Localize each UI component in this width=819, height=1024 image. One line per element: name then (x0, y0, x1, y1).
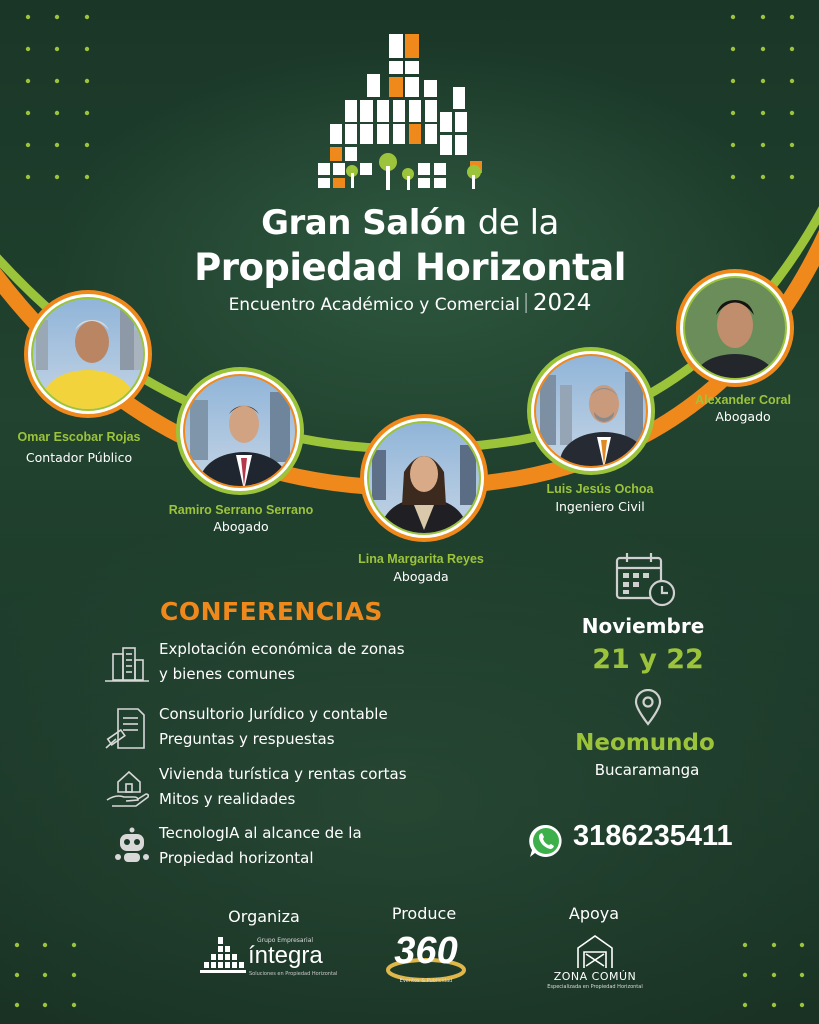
avatar-ramiro (176, 367, 304, 512)
calendar-icon (614, 551, 678, 609)
whatsapp-icon[interactable] (527, 822, 565, 860)
conference-item-2: Consultorio Jurídico y contable Preguntas y respuestas (159, 705, 388, 748)
integra-tagline: Soluciones en Propiedad Horizontal (249, 971, 338, 977)
speaker-role-ramiro: Abogado (213, 519, 269, 534)
location-pin-icon (633, 689, 663, 727)
document-gavel-icon (104, 706, 148, 752)
produce-360-logo (384, 932, 468, 988)
speaker-name-ramiro: Ramiro Serrano Serrano (168, 503, 314, 517)
buildings-icon (103, 644, 151, 688)
speaker-role-omar: Contador Público (25, 450, 133, 465)
integra-building-icon (200, 935, 246, 977)
speaker-role-luis: Ingeniero Civil (555, 499, 645, 514)
house-hand-icon (104, 764, 150, 808)
speaker-name-alexander: Alexander Coral (695, 393, 791, 407)
title-line-2: Propiedad Horizontal (194, 246, 626, 289)
title-line-1: Gran Salón de la (261, 203, 559, 243)
event-days: 21 y 22 (592, 644, 704, 675)
event-month: Noviembre (581, 614, 705, 638)
conference-item-4: TecnologIA al alcance de la Propiedad horizontal (159, 824, 362, 867)
conference-item-1: Explotación económica de zonas y bienes comunes (159, 640, 405, 683)
speaker-role-lina: Abogada (393, 569, 449, 584)
footer-apoya-label: Apoya (568, 904, 620, 923)
event-city: Bucaramanga (594, 761, 700, 779)
footer-produce-label: Produce (391, 904, 457, 923)
contact-phone[interactable]: 3186235411 (573, 820, 733, 852)
integra-name: íntegra (248, 942, 323, 969)
zona-comun-emblem-icon (540, 932, 650, 972)
zona-comun-logo (540, 932, 650, 990)
zona-comun-tagline: Especializada en Propiedad Horizontal (547, 984, 643, 990)
avatar-omar (24, 290, 152, 430)
speaker-role-alexander: Abogado (715, 409, 771, 424)
subtitle: Encuentro Académico y Comercial 2024 (228, 290, 592, 316)
footer-organiza-label: Organiza (228, 907, 300, 926)
zona-comun-name: ZONA COMÚN (553, 970, 637, 983)
conferences-heading: CONFERENCIAS (160, 597, 383, 626)
avatar-alexander (676, 269, 794, 402)
conference-item-3: Vivienda turística y rentas cortas Mitos y realidades (159, 765, 407, 808)
avatar-luis (527, 347, 655, 492)
avatar-lina (360, 414, 488, 558)
speaker-name-luis: Luis Jesús Ochoa (546, 482, 654, 496)
produce-tagline: Eventos & Publicidad (399, 978, 453, 984)
robot-icon (114, 826, 150, 866)
speaker-name-omar: Omar Escobar Rojas (17, 430, 141, 444)
integra-top-text: Grupo Empresarial (257, 937, 314, 944)
event-venue: Neomundo (575, 730, 715, 756)
speaker-name-lina: Lina Margarita Reyes (358, 552, 484, 566)
produce-360-text: 360 (394, 930, 458, 972)
integra-logo (200, 935, 340, 980)
